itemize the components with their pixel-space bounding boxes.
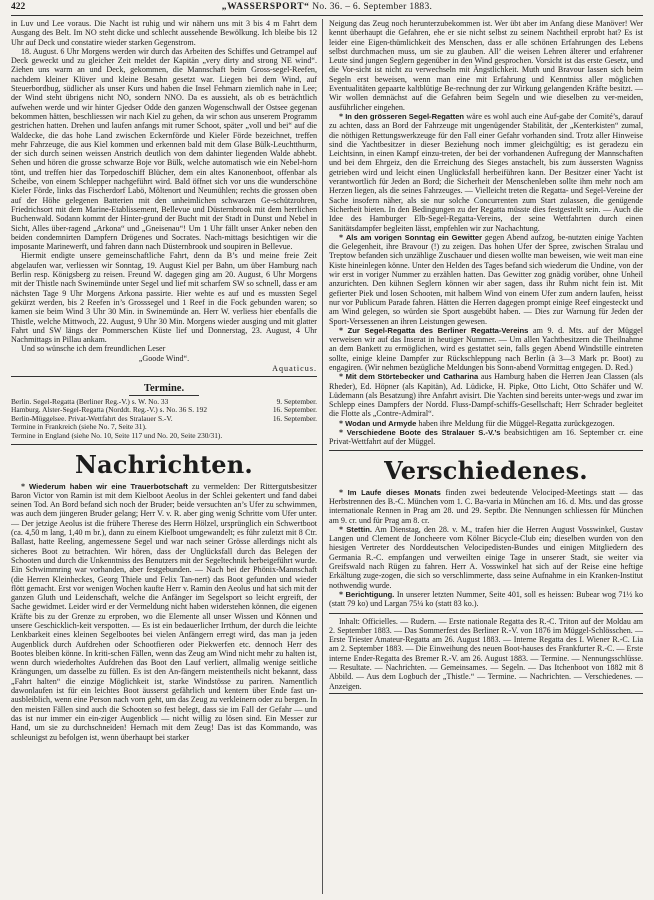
news-item: * Wodan und Armyde haben ihre Meldung für die Müggel-Regatta zurückgezogen. xyxy=(339,418,615,428)
news-item: * Stettin. Am Dienstag, den 28. v. M., trafen hier die Herren August Vosswinkel, Gustav Langen und Clement de Joncheere vom Kölner Bicycle-Club ein; dieselben wurden von den hiesigen Vertreter des Norddeutschen Velocipedisten-Bundes und einigen Mitgliedern des Germania R.-C. empfangen und verweilten einige Tage in unserer Stadt, sie weiter via Greifswald nach Rügen zu fahren. Herr A. Vosswinkel hat sich auf der Reise eine heftige Erkältung zuge-zogen, die sich so verschlimmerte, dass seine Aufnahme in ein Kranken-Institut nothwendig wurde. xyxy=(329,524,643,590)
author-signature: Aquaticus. xyxy=(272,363,317,373)
left-column xyxy=(11,19,317,896)
logbook-paragraph: Hiermit endigte unsere gemeinschaftliche Fahrt, denn da B’s und meine freie Zeit abgelaufen war, verliessen wir Sonntag, 19. August Kiel per Bahn, um über Hamburg nach Berlin resp. Königsberg zu reisen. Freund W. dagegen ging am 20. August, 6 Uhr Morgens mit der Thistle nach Swinemünde unter Segel und lief mit scharfem SW so schnell, dass er am nächsten Tage 9 Uhr Morgens Arkona passirte. Hier wehte es auf und es mussten Segel gekürzt werden, bis 2 Reefen in’s Grosssegel und 1 Reef in die Fock gebunden waren; so kamen sie beim Wind 3 Uhr 30 Min. in Swinemünde an. Herr W. verliess hier ebenfalls die Thistle, welche Mittwoch, 22. August, 9 Uhr 30 Min. Morgens wieder ausging und mit glatter Fahrt und SW längs der Pommerschen Küste lief und Donnerstag, 23. August, 4 Uhr Nachmittags in Pillau ankam. xyxy=(11,251,317,345)
nachrichten-section xyxy=(11,444,317,742)
verschiedenes-section xyxy=(329,450,643,609)
contents-text: Inhalt: Officielles. — Rudern. — Erste nationale Regatta des R.-C. Triton auf der Moldau am 2. September 1883. — Das Sommerfest des Berliner R.-V. von 1876 im Müggel-Schlösschen. — Erste Triester Amateur-Regatta am 26. August 1883. — Interne Regatta des I. Wiener R.-C. Lia am 2. September 1883. — Die Einweihung des neuen Boot-hauses des Frankfurter R.-C. — Erste interne Ender-Regatta des Bremer R.-V. am 26. August 1883. — Termine. — Nennungsschlüsse. — Resultate. — Nachrichten. — Gemeinsames. — Segeln. — Das Itchenboot von 1882 mit 8 Abbild. — Aus dem Logbuch der „Thistle.“ — Termine. — Nachrichten. — Verschiedenes. — Anzeigen. xyxy=(329,616,643,691)
header-rule xyxy=(11,15,643,16)
section-title: Nachrichten. xyxy=(75,449,253,479)
news-item: * Zur Segel-Regatta des Berliner Regatta-Vereins am 9. d. Mts. auf der Müggel verweisen wir auf das Inserat in heutiger Nummer. — Um allen Yachtbesitzern die Theilnahme an dem Bankett zu ermöglichen, wird es gestattet sein, falls gegen Abend Windstille eintreten sollte, einige kleine Dampfer zur Rückschleppung nach Berlin (à 3—3 Mark pr. Boot) zu engagiren. (Wir nehmen bezügliche Meldungen bis Sonn-abend Vormittag entgegen. D. Red.) xyxy=(329,325,643,372)
termine-date: 16. September. xyxy=(272,413,317,423)
termine-event: Termine in Frankreich (siehe No. 7, Seite 31). xyxy=(11,423,147,432)
news-item: * Berichtigung. In unserer letzten Nummer, Seite 401, soll es heissen: Bubear wog 71½ ko (statt 79 ko) und Largan 75¼ ko (statt 83 ko.). xyxy=(329,589,643,609)
logbook-paragraph: 18. August. 6 Uhr Morgens werden wir durch das Arbeiten des Schiffes und Getrampel auf Deck geweckt und zu gleicher Zeit meldet der Kapitän „very dirty and strong NE wind“. Ziehen uns warm an und Deck, gekommen, die Mannschaft beim Gross-segel-Reefen, nachdem kleiner Klüver und kleine Besahn gesetzt war. Liegen bei dem Wind, auf Steuerbordbug, südlicher als unser Kurs und haben die Insel Fehmarn ziemlich nahe in Lee; der Wind steht übrigens nicht NO, sondern NNO. Da es aussieht, als ob es beträchtlich aufwehen werde und wir hinter Gjedser Odde den ganzen Wogenschwall der Ostsee gegenan bekommen hätten, beschliessen wir nach Kiel zu gehen, da wir schon aus unserem Programm gestrichen hatten. Drehen und laufen anfangs mit rumer Schoot, später „voll und bei“ auf die Waldecke, die das hohe Land zwischen Eckernförde und Kieler Förde bezeichnet, treffen mehr Fahrzeuge, die aus Kiel kommen und erkennen bald mit dem Glase Bülk-Leuchtthurm, der sich durch seinen weissen Anstrich deutlich von dem dahinter liegenden Walde abhebt. Sehen und hören die grosse schwarze Boje vor Bülk, welche automatisch wie ein Nebel-horn tönt, und treffen hier das Torpedoschiff Blücher, dem ein altes Kanonenboot, offenbar als Scheibe, von einem Schlepper nachgeführt wird. Bald öffnet sich vor uns die wunderschöne Kieler Förde, links das Fischerdorf Labö, Möltenort und Neumühlen; rechts die grossen oben auf der Höhe gelegenen Batterien mit den unheimlichen schwarzen Ge-schützrohren, Friedrichsort mit dem Marine-Etablissement, Bellevue und Düsternbrook mit dem herrlichen Buchenwald. Sodann kommt der Hinter-grund der Bucht mit der Stadt in Dunst und Nebel in Sicht, Alles über-ragend „Arkona“ und „Gneisenau“! Um 1 Uhr fällt unser Anker neben den beiden condemnirten Dampfern Drögenes und Socrates. Nach-mittags besichtigen wir die imposante Marinewerft, und fahren dann nach Düsternbrook und soupiren in Bellevue. xyxy=(11,46,317,252)
termine-row xyxy=(11,406,317,415)
news-item: * Als am vorigen Sonntag ein Gewitter gegen Abend aufzog, be-nutzten einige Yachten die Gelegenheit, ihre Bravour (!) zu zeigen. Das hohen Ufer der Spree, zwischen Stralau und Treptow befanden sich unzählige Zuschauer und diesen wollte man beweisen, wie weit man eine Kiste hineinlegen könne. Unter den Helden des Tages befand sich wiederum die Undine, von der wir erst in voriger Nummer zu erzählen hatten. Das Gewitter zog gnädig vorüber, ohne Unheil anzurichten. Den kühnen Seglern können wir aber sagen, dass ihr Ruhm nicht fein ist. Mit gefierter Piek und losen Schooten, mit halbem Wind von einem Ufer zum andern laufen, heisst nur vor Publicum Parade fahren. Hätten die Herren dagegen prompt einige Reef eingesteckt und am Wind gelegen, so würden sie Sport ausgebübt haben. — Dies zur Warnung für Jeden der Sport-Versessenen an ihren Leistungen gewesen. xyxy=(329,232,643,326)
column-divider xyxy=(322,19,323,894)
right-column xyxy=(329,19,643,896)
closing-quote: „Goode Wind“. xyxy=(138,353,190,363)
masthead-line xyxy=(11,2,643,12)
termine-event: Hamburg. Alster-Segel-Regatta (Norddt. Reg.-V.) s. No. 36 S. 192 xyxy=(11,406,208,415)
termine-row xyxy=(11,432,317,441)
table-of-contents xyxy=(329,613,643,694)
termine-section xyxy=(11,376,317,440)
termine-row xyxy=(11,415,317,424)
termine-event: Berlin. Segel-Regatta (Berliner Reg.-V.) s. W. No. 33 xyxy=(11,397,169,406)
termine-row xyxy=(11,398,317,407)
page-number: 422 xyxy=(11,2,26,12)
logbook-paragraph: in Luv und Lee voraus. Die Nacht ist ruhig und wir nähern uns mit 3 bis 4 m Fahrt dem Ausgang des Belt. Im NO steht dicke und schlecht aussehende Bewölkung. Ich bleibe bis 12 Uhr auf Deck und constatire wieder starken Gegenstrom. xyxy=(11,19,317,47)
news-item: * In den grösseren Segel-Regatten wäre es wohl auch eine Auf-gabe der Comité’s, darauf zu achten, dass an Bord der Fahrzeuge mit ungenügender Stabilität, der „Kenterkisten“ zumal, die nöthigen Rettungswerkzeuge für den Fall einer Gefahr vorhanden sind. Trotz aller Hinweise sind die Yachtbesitzer in dieser Beziehung noch immer gleichgültig; es ist geradezu ein Leichtsinn, in einen Kampf einzu-treten, der bei der vorhandenen Aufregung der Mannschaften und bei dem Ehrgeiz, den die Erreichung des Sieges anstachelt, bis zum äussersten Wagniss getrieben wird und leicht einen Unglücksfall herbeiführen kann. Der Besitzer einer Yacht ist verantwortlich für Jeden an Bord; die Sicherheit der Menschenleben sollte ihm mehr noch am Herzen liegen, als die seines Fahrzeuges. — Vielleicht treten die Regatta- und Segel-Vereine der Sache insofern näher, als sie nur solche Concurrenten zum Start zulassen, die genügende Sicherheit bieten. In den Bedingungen zu der Regatta müsste dies festgestellt sein. — Auch die Idee des Hamburger Elb-Segel-Regatta-Vereins, der seine Wettfahrten durch einen Sanitätsdampfer begleiten lässt, empfehlen wir zur Nachachtung. xyxy=(329,111,643,233)
section-title: Verschiedenes. xyxy=(384,455,588,485)
termine-row xyxy=(11,423,317,432)
termine-event: Termine in England (siehe No. 10, Seite 117 und No. 20, Seite 230/31). xyxy=(11,431,223,440)
news-item: * Im Laufe dieses Monats finden zwei bedeutende Velociped-Meetings statt — das Herbstrennen des B.-C. München vom 1. C. Ba-varia in München am 16. d. Mts. und das grosse internationale Rennen in Prag am 28. und 29. Septbr. Die Nennungen schliessen für München am 9. cr. und für Prag am 8. cr. xyxy=(329,487,643,525)
termine-date: 9. September. xyxy=(276,396,317,406)
termine-date: 16. September. xyxy=(272,405,317,415)
termine-list xyxy=(11,398,317,441)
news-item: * Verschiedene Boote des Stralauer S.-V.’s beabsichtigen am 16. September cr. eine Privat-Wettfahrt auf der Müggel. xyxy=(329,428,643,447)
page-header xyxy=(11,2,643,14)
news-item: * Mit dem Störtebecker und Catharina aus Hamburg haben die Herren Jean Classen (als Rheder), Ed. Höpner (als Kapitän), Ad. Lüdicke, H. Pipke, Otto Licht, Otto Schäfer und W. Lüdemann (als Besatzung) ihre Anfahrt avisirt. Die Yachten sind bereits unter-wegs und zwar im Schlepp eines Dampfers der Nordd. Fluss-Dampf-schiffs-Gesellschaft; Herr Schrader begleitet die Flotte als „Contre-Admiral“. xyxy=(329,372,643,419)
section-heading: Termine. xyxy=(11,384,317,395)
issue-info: No. 36. – 6. September 1883. xyxy=(312,2,433,12)
masthead-title: „WASSERSPORT“ xyxy=(221,2,310,12)
news-item: * Wiederum haben wir eine Trauerbotschaft zu vermelden: Der Rittergutsbesitzer Baron Victor von Ramin ist mit dem Kielboot Aeolus in der Schlei gekentert und fand dabei seinen Tod. An Bord befand sich noch der Bruder; beide versuchten an’s Ufer zu schwimmen, was auch dem jüngeren Bruder gelang; Herr V. v. R. aber ging wenig Schritte vom Ufer unter. — Der jetzige Aeolus ist die frühere Therese des Herrn Hölzel, ursprünglich ein Schwertboot (ca. 4,50 m lang, 1,40 m br.), dann zu einem Kielboot umgewandelt; es führ zuletzt mit 8 Ctr. Ballast, hatte Reeling, angemessene Segel und war nach seiner Grösse allerdings nicht als sicheres Boot zu betrachten. Wir hören, dass der Unglücksfall durch das Belegen der Schooten und durch die Unkenntniss des Benutzers mit der Segeltechnik herbeigeführt wurde. Ein Schwimmring war vorhanden, aber festgebunden. — Nach bei der Phönix-Mannschaft (die Herren Kleinheckes, Georg Thiele und Felix Tan-nert) das Boot gefunden und wieder flött gemacht. Erst vor wenigen Wochen kaufte Herr v. Ramin den Aeolus und hat sich mit der ganzen Gluth und Leidenschaft, welche die Anfänger im Segelsport so leicht ergreift, der Sache gewidmet. Leider wird er der Vermeldung nicht haben widerstehen können, die eigenen Kräfte bis zu der Grenze zu erproben, wo die Elemente all unser Wissen und Können und unsere Geschicklich-keit verspotten. — Es ist ein bedauerlicher Irrthum, der durch die leichte Lenkbarkeit eines kleinen Segelbootes bei vielen Anfängern erregt wird, das man ja jeden Augenblick durch Aufdrehen oder Schootfieren oder Piekwerfen etc. dennoch Herr des Bootes bleiben könne. In kriti-schen Fällen, wenn das Zeug am Wind nicht mehr zu halten ist, wenn durch wiederholtes Aufdrehen das Boot den Lauf verliert, allmalig wenige seitliche Krängungen, um dasselbe zu füllen. Es ist den An-fängern meistentheils nicht bekannt, dass „Fahrt halten“ die einzige Möglichkeit ist, starke Windstösse zu pariren. Namentlich dawonlaufen ist für ein leichtes Boot äusserst gefährlich und kentern über Ende fast un-ausbleiblich, wenn eine Person nach vorn geht, um das Zeug zu verkleinern oder zu bergen. In den meisten Fällen sind auch die Schooten so fest belegt, dass sie im Fall der Gefahr — und das ist nur immer ein ein-ziger Augenblick — nicht willig zu lösen sind. Ein Messer zur Hand, um sie zu durchschneiden! Hernach mit dem Zeug! Das ist das Kommando, was schleunigst zu befolgen ist, wenn überhaupt bei starker xyxy=(11,481,317,742)
news-paragraph: Neigung das Zeug noch herunterzubekommen ist. Wer übt aber im Anfang diese Manöver! Wer kennt überhaupt die Gefahren, ehe er sie nicht selbst zu seinem Nachtheil erprobt hat? Es ist leider eine Eigen-thümlichkeit des Menschen, dass er alle schönen Erfahrungen des Lebens selbst durchmachen muss, um sie zu glauben. All’ die weisen Lehren älterer und erfahrener Leute sind jungen Seglern gegenüber in den Wind gesprochen. Vorsicht ist das erste Gesetz, und die Vor-sicht ist nicht zu verwechseln mit Ängstlichkeit. Muth und Bravour lassen sich beim Segeln erst beweisen, wenn man eine mit Erfahrung und Kenntniss aller möglichen Eventualitäten gepaarte kaltblütige Be-rechnung der zur Wirkung gelangenden Kräfte besitzt. — Wir wollen demnächst auf die Gefahren beim Segeln und wie dieselben zu ver-meiden, ausführlicher eingehen. xyxy=(329,19,643,112)
closing-line: Und so wünsche ich dem freundlichen Leser xyxy=(21,344,166,354)
termine-event: Berlin-Müggelsee. Privat-Wettfahrt des Stralauer S.-V. xyxy=(11,414,173,423)
contents-rule xyxy=(329,693,643,694)
